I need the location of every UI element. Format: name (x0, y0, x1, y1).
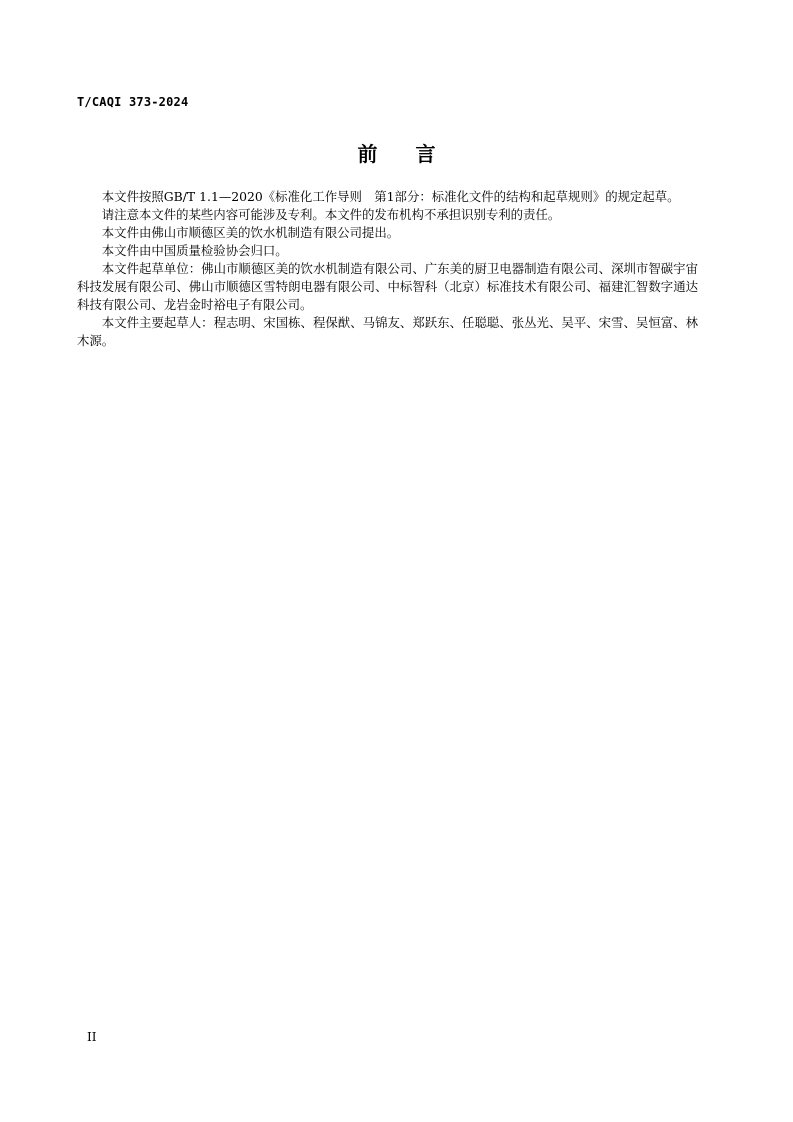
title-char-2: 言 (415, 142, 436, 166)
page-number: II (87, 1030, 97, 1044)
document-code: T/CAQI 373-2024 (77, 95, 189, 109)
paragraph-proposer: 本文件由佛山市顺德区美的饮水机制造有限公司提出。 (101, 225, 400, 240)
paragraph-drafting-units: 本文件起草单位：佛山市顺德区美的饮水机制造有限公司、广东美的厨卫电器制造有限公司、深圳市智碳宇宙科技发展有限公司、佛山市顺德区雪特朗电器有限公司、中标智科（北京）标准技术有限公司、福建汇智数字通达科技有限公司、龙岩金时裕电子有限公司。 (77, 261, 698, 312)
foreword-body (77, 188, 698, 350)
paragraph-drafting-rules: 本文件按照GB/T 1.1—2020《标准化工作导则 第1部分：标准化文件的结构和起草规则》的规定起草。 (101, 189, 680, 204)
paragraph-drafters: 本文件主要起草人：程志明、宋国栋、程保猷、马锦友、郑跃东、任聪聪、张丛光、吴平、宋雪、吴恒富、林木源。 (77, 315, 698, 348)
paragraph-centralized-unit: 本文件由中国质量检验协会归口。 (101, 243, 288, 258)
page-title (0, 138, 793, 167)
title-char-1: 前 (357, 142, 378, 166)
paragraph-patent-notice: 请注意本文件的某些内容可能涉及专利。本文件的发布机构不承担识别专利的责任。 (101, 207, 561, 222)
